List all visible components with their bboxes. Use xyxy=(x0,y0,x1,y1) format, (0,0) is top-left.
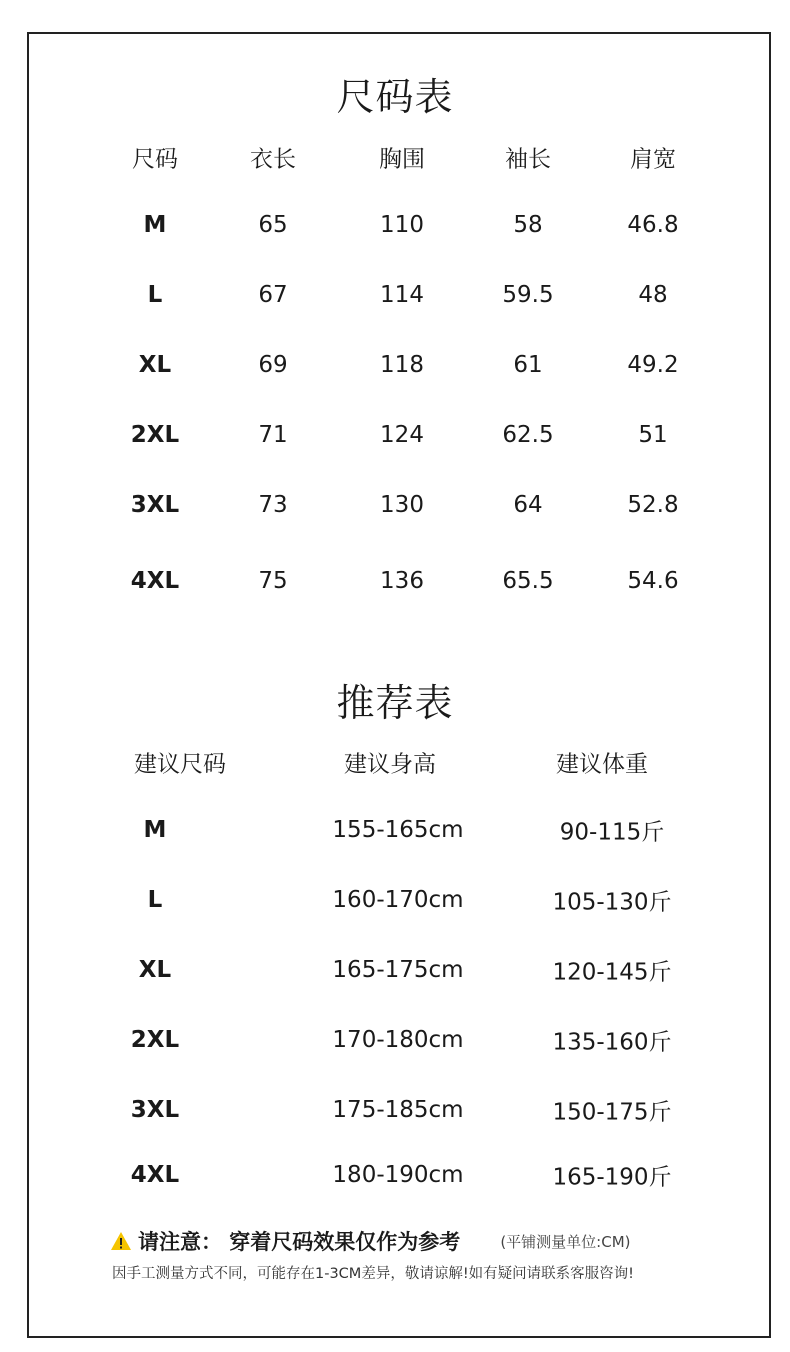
size-chart-cell: 54.6 xyxy=(627,568,679,594)
size-chart-cell: 114 xyxy=(380,282,424,308)
size-chart-cell: 130 xyxy=(380,492,424,518)
size-chart-title: 尺码表 xyxy=(336,75,454,119)
recommend-chart-cell: 175-185cm xyxy=(332,1097,464,1123)
size-label: 2XL xyxy=(130,422,180,448)
size-label: 4XL xyxy=(130,568,180,594)
size-label: M xyxy=(143,817,167,843)
size-chart-cell: 62.5 xyxy=(502,422,554,448)
measurement-disclaimer: 因手工测量方式不同，可能存在1-3CM差异，敬请谅解!如有疑问请联系客服咨询! xyxy=(112,1266,634,1282)
notice-line xyxy=(110,1226,631,1256)
size-chart-cell: 67 xyxy=(258,282,288,308)
warning-icon xyxy=(110,1231,132,1251)
size-chart-cell: 46.8 xyxy=(627,212,679,238)
size-chart-cell: 49.2 xyxy=(627,352,679,378)
size-chart-cell: 61 xyxy=(513,352,543,378)
size-chart-cell: 58 xyxy=(513,212,543,238)
recommend-chart-cell: 150-175斤 xyxy=(552,1099,672,1126)
notice-text: 请注意： 穿着尺码效果仅作为参考 xyxy=(138,1230,461,1254)
size-label: 2XL xyxy=(130,1027,180,1053)
recommend-chart-cell: 170-180cm xyxy=(332,1027,464,1053)
recommend-chart-cell: 120-145斤 xyxy=(552,959,672,986)
size-chart-header: 袖长 xyxy=(505,146,551,173)
recommend-chart-cell: 160-170cm xyxy=(332,887,464,913)
size-label: L xyxy=(147,282,163,308)
size-chart-cell: 52.8 xyxy=(627,492,679,518)
size-chart-cell: 71 xyxy=(258,422,288,448)
recommend-chart-cell: 155-165cm xyxy=(332,817,464,843)
recommend-chart-cell: 135-160斤 xyxy=(552,1029,672,1056)
size-chart-cell: 48 xyxy=(638,282,668,308)
size-chart-cell: 124 xyxy=(380,422,424,448)
size-label: XL xyxy=(138,957,172,983)
recommend-chart-header: 建议体重 xyxy=(556,751,648,778)
size-label: M xyxy=(143,212,167,238)
size-chart-header: 肩宽 xyxy=(630,146,676,173)
recommend-chart-title: 推荐表 xyxy=(336,681,454,725)
recommend-chart-cell: 105-130斤 xyxy=(552,889,672,916)
size-chart-header: 胸围 xyxy=(379,146,425,173)
size-chart-cell: 110 xyxy=(380,212,424,238)
size-chart-cell: 65.5 xyxy=(502,568,554,594)
size-label: 3XL xyxy=(130,492,180,518)
recommend-chart-header: 建议身高 xyxy=(344,751,436,778)
recommend-chart-cell: 180-190cm xyxy=(332,1162,464,1188)
recommend-chart-cell: 165-190斤 xyxy=(552,1164,672,1191)
size-chart-header: 尺码 xyxy=(132,146,178,173)
recommend-chart-header: 建议尺码 xyxy=(134,751,226,778)
size-chart-cell: 59.5 xyxy=(502,282,554,308)
size-chart-cell: 51 xyxy=(638,422,668,448)
size-chart-cell: 118 xyxy=(380,352,424,378)
size-chart-cell: 73 xyxy=(258,492,288,518)
size-chart-cell: 75 xyxy=(258,568,288,594)
size-chart-cell: 136 xyxy=(380,568,424,594)
size-chart-cell: 64 xyxy=(513,492,543,518)
size-chart-cell: 69 xyxy=(258,352,288,378)
size-chart-header: 衣长 xyxy=(250,146,296,173)
size-label: L xyxy=(147,887,163,913)
measure-unit-note: (平铺测量单位:CM) xyxy=(500,1232,631,1251)
size-label: XL xyxy=(138,352,172,378)
recommend-chart-cell: 165-175cm xyxy=(332,957,464,983)
size-chart-cell: 65 xyxy=(258,212,288,238)
recommend-chart-cell: 90-115斤 xyxy=(559,819,665,846)
size-label: 4XL xyxy=(130,1162,180,1188)
size-label: 3XL xyxy=(130,1097,180,1123)
